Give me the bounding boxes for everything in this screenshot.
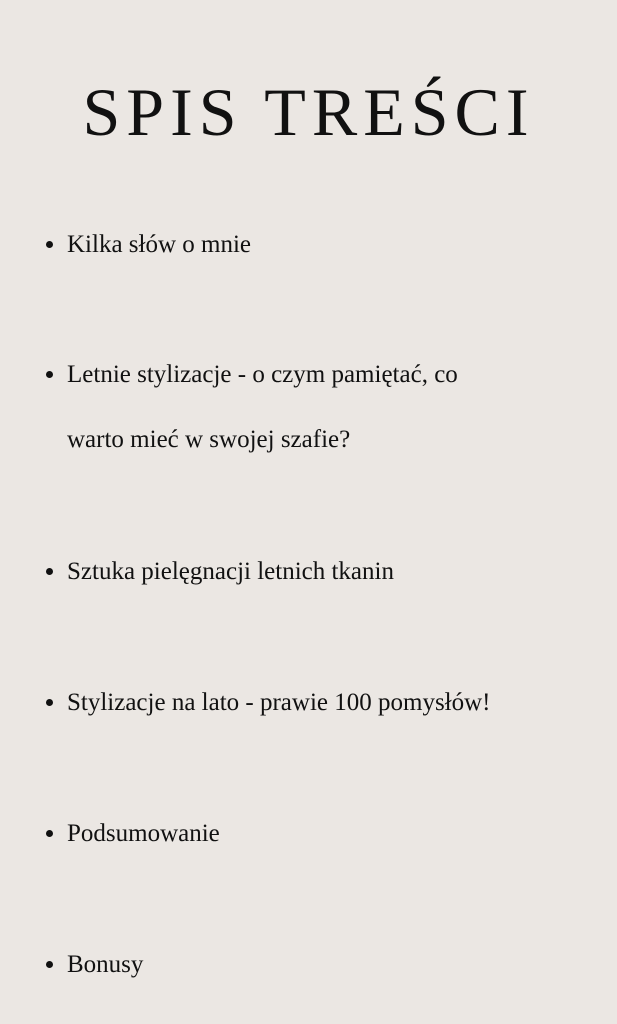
bullet-icon: [46, 371, 53, 378]
bullet-icon: [46, 830, 53, 837]
toc-item-sztuka-pielegnacji: [46, 539, 586, 604]
toc-item-podsumowanie: [46, 801, 586, 866]
toc-item-text: Bonusy: [67, 951, 144, 978]
toc-item-text: Kilka słów o mnie: [67, 231, 252, 258]
toc-item-text: Podsumowanie: [67, 820, 220, 847]
toc-item-letnie-stylizacje: [46, 342, 586, 472]
toc-item-kilka-slow-o-mnie: [46, 212, 586, 277]
toc-item-stylizacje-na-lato: [46, 670, 586, 735]
toc-item-text: Letnie stylizacje - o czym pamiętać, co warto mieć w swojej szafie?: [67, 361, 458, 453]
bullet-icon: [46, 961, 53, 968]
toc-item-text: Stylizacje na lato - prawie 100 pomysłów!: [67, 689, 491, 716]
bullet-icon: [46, 568, 53, 575]
bullet-icon: [46, 241, 53, 248]
toc-item-text: Sztuka pielęgnacji letnich tkanin: [67, 558, 394, 585]
page-title: SPIS TREŚCI: [82, 74, 535, 150]
toc-item-bonusy: [46, 932, 586, 997]
bullet-icon: [46, 699, 53, 706]
